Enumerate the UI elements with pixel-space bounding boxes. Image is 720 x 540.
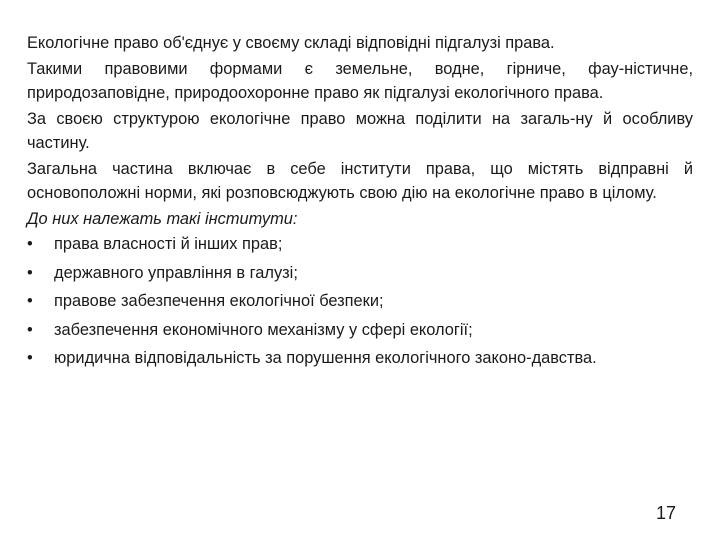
institutes-list xyxy=(27,232,693,371)
bullet-icon: • xyxy=(27,349,33,367)
paragraph-general-part: Загальна частина включає в себе інститути права, що містять відправні й основоположні норми, які розповсюджують свою дію на екологічне право в цілому. xyxy=(27,159,693,202)
page-number: 17 xyxy=(655,503,676,523)
bullet-icon: • xyxy=(27,320,33,339)
paragraph-structure: За своєю структурою екологічне право можна поділити на загаль-ну й особливу частину. xyxy=(27,109,693,152)
bullet-icon: • xyxy=(27,263,33,282)
list-item xyxy=(27,318,693,343)
list-item-text: юридична відповідальність за порушення екологічного законо-давства. xyxy=(54,349,597,367)
list-item-text: державного управління в галузі; xyxy=(54,263,298,282)
list-item-text: права власності й інших прав; xyxy=(54,235,283,253)
paragraph-intro: Екологічне право об'єднує у своєму складі відповідні підгалузі права. xyxy=(27,34,555,52)
list-intro: До них належать такі інститути: xyxy=(27,209,298,228)
list-item xyxy=(27,261,693,286)
list-item xyxy=(27,232,693,257)
slide-content xyxy=(27,31,693,375)
paragraph-forms: Такими правовими формами є земельне, водне, гірниче, фау-ністичне, природозаповідне, природоохоронне право як підгалузі екологічного права. xyxy=(27,59,693,102)
list-item-text: забезпечення економічного механізму у сфері екології; xyxy=(54,320,473,339)
list-item xyxy=(27,346,693,371)
list-item xyxy=(27,289,693,314)
bullet-icon: • xyxy=(27,292,33,310)
bullet-icon: • xyxy=(27,235,33,253)
list-item-text: правове забезпечення екологічної безпеки; xyxy=(54,292,384,310)
